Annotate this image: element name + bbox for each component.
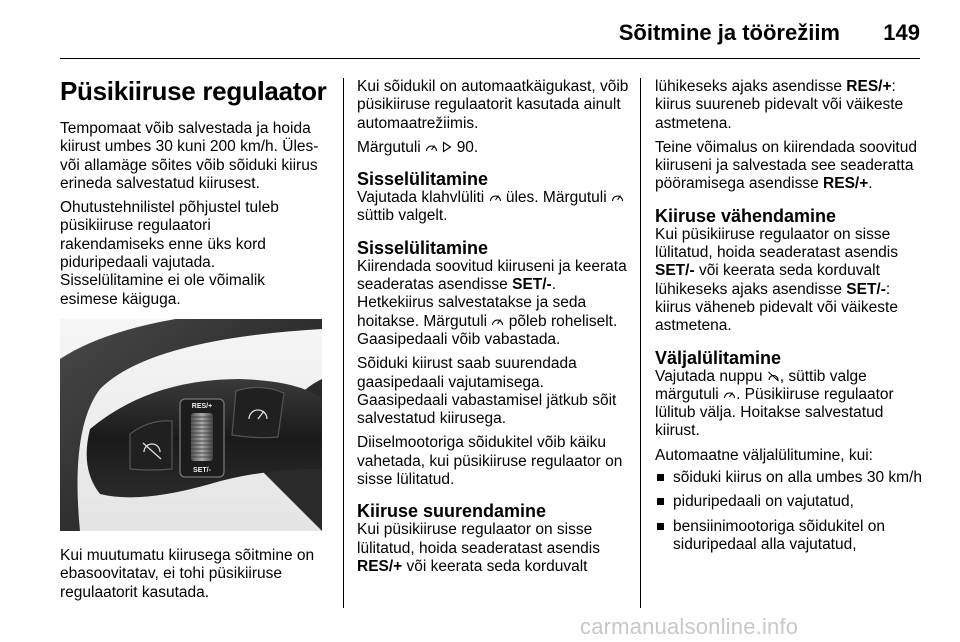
speed-increase-paragraph (357, 521, 629, 576)
caption-paragraph: Kui muutumatu kiirusega sõitmine on ebasoovitatav, ei tohi püsikiiruse regulaatorit kasutada. (60, 546, 315, 601)
set-label: SET/- (193, 466, 211, 474)
safety-line: Ohutustehnilistel põhjustel tuleb (60, 199, 279, 217)
cruise-control-icon (425, 141, 438, 153)
speed-increase-continued (655, 78, 923, 133)
speed-decrease-paragraph (655, 226, 923, 336)
switch-on-heading-1: Sisselülitamine (357, 169, 489, 190)
switch-off-paragraph (655, 368, 923, 441)
safety-line: rakendamiseks enne üks kord (60, 235, 266, 253)
text-fragment: Vajutada nuppu (655, 367, 763, 385)
bullet-icon (657, 498, 664, 505)
speed-increase-heading: Kiiruse suurendamine (357, 501, 547, 522)
list-item (655, 493, 923, 511)
text-fragment: . Püsikiiruse regulaator lülitub välja. Hoitakse salvestatud kiirust. (655, 385, 894, 440)
list-item (655, 469, 923, 487)
text-fragment: Kui püsikiiruse regulaator on sisse lülitatud, hoida seaderatast asendis (357, 521, 600, 557)
res-label: RES/+ (191, 402, 213, 410)
set-label: SET/- (655, 262, 695, 280)
res-label: RES/+ (823, 175, 869, 193)
column-2 (357, 78, 629, 582)
text-fragment: lühikeseks ajaks asendisse (655, 78, 842, 95)
cruise-cancel-icon (767, 370, 780, 382)
text-fragment: Kiirendada soovitud kiiruseni ja keerata seaderatas asendisse (357, 257, 627, 294)
text-fragment: Kui püsikiiruse regulaator on sisse lülitatud, hoida seaderatast asendis (655, 225, 898, 262)
safety-line: esimese käiguga. (60, 290, 181, 308)
alternative-paragraph (655, 139, 923, 194)
watermark: carmanualsonline.info (580, 614, 799, 639)
page-reference: 90. (456, 138, 479, 156)
text-fragment: : kiirus väheneb pidevalt või väikeste astmetena. (655, 280, 898, 335)
steering-wheel-illustration (60, 319, 322, 531)
res-label: RES/+ (357, 557, 403, 575)
speed-decrease-heading: Kiiruse vähendamine (655, 205, 837, 226)
text-fragment: põleb roheliselt. Gaasipedaali võib vabastada. (357, 312, 618, 348)
auto-off-intro: Automaatne väljalülitumine, kui: (655, 446, 873, 464)
header-rule (60, 58, 920, 59)
main-heading: Püsikiiruse regulaator (60, 76, 327, 106)
set-label: SET/- (846, 280, 886, 298)
page-number: 149 (883, 20, 920, 45)
text-fragment: . Hetkekiirus salvestatakse ja seda hoitakse. Märgutuli (357, 276, 587, 330)
cruise-control-icon (611, 191, 624, 203)
list-item-text: sõiduki kiirus on alla umbes 30 km/h (673, 469, 922, 487)
text-fragment: või keerata seda korduvalt (406, 557, 588, 575)
indicator-reference (357, 139, 629, 157)
switch-off-heading: Väljalülitamine (655, 347, 782, 368)
text-fragment: : kiirus suureneb pidevalt või väikeste astmetena. (655, 78, 904, 132)
column-3 (655, 78, 923, 560)
text-fragment: üles. Märgutuli (505, 189, 607, 207)
list-item-text: piduripedaali on vajutatud, (673, 493, 854, 511)
intro-paragraph: Tempomaat võib salvestada ja hoida kiirust umbes 30 kuni 200 km/h. Üles- või allamäge sõites võib sõiduki kiirus erineda salvestatud kiirusest. (60, 120, 319, 192)
safety-line: Sisselülitamine ei ole võimalik (60, 272, 266, 290)
text-fragment: süttib valgelt. (357, 207, 448, 225)
indicator-text: Märgutuli (357, 138, 421, 156)
safety-line: piduripedaali vajutada. (60, 254, 216, 272)
page-reference-icon (442, 141, 452, 153)
steering-wheel-controls-photo (60, 319, 322, 531)
res-label: RES/+ (846, 78, 892, 95)
accelerate-paragraph: Sõiduki kiirust saab suurendada gaasipedaali vajutamisega. Gaasipedaali vabastamisel jätkub sõit salvestatud kiirusega. (357, 355, 617, 428)
text-fragment: Teine võimalus on kiirendada soovitud kiiruseni ja salvestada see seaderatta pööramisega asendisse (655, 138, 917, 193)
safety-paragraph (60, 199, 328, 309)
diesel-paragraph: Diiselmootoriga sõidukitel võib käiku vahetada, kui püsikiiruse regulaator on sisse lülitatud. (357, 434, 623, 489)
cruise-control-icon (723, 388, 736, 400)
auto-off-list (655, 469, 923, 554)
automatic-gearbox-paragraph: Kui sõidukil on automaatkäigukast, võib püsikiiruse regulaatorit kasutada ainult automaatrežiimis. (357, 78, 629, 132)
text-fragment: . (868, 175, 873, 193)
bullet-icon (657, 523, 664, 530)
column-divider-2 (640, 78, 641, 608)
column-divider-1 (343, 78, 344, 608)
cruise-control-icon (489, 191, 502, 203)
section-title: Sõitmine ja töörežiim (618, 20, 840, 45)
list-item (655, 518, 923, 555)
switch-on-paragraph-2 (357, 258, 629, 349)
bullet-icon (657, 474, 664, 481)
column-1 (60, 66, 328, 608)
set-label: SET/- (512, 276, 552, 294)
safety-line: püsikiiruse regulaatori (60, 217, 211, 235)
switch-on-paragraph-1 (357, 189, 629, 226)
text-fragment: Vajutada klahvlüliti (357, 189, 485, 207)
list-item-text: bensiinimootoriga sõidukitel on siduripedaal alla vajutatud, (673, 517, 885, 553)
cruise-control-icon (491, 315, 504, 327)
text-fragment: , süttib valge märgutuli (655, 367, 867, 403)
switch-on-heading-2: Sisselülitamine (357, 237, 489, 258)
toggle-button-photo (232, 387, 284, 437)
text-fragment: või keerata seda korduvalt lühikeseks ajaks asendisse (655, 262, 880, 298)
page-header (60, 18, 920, 54)
